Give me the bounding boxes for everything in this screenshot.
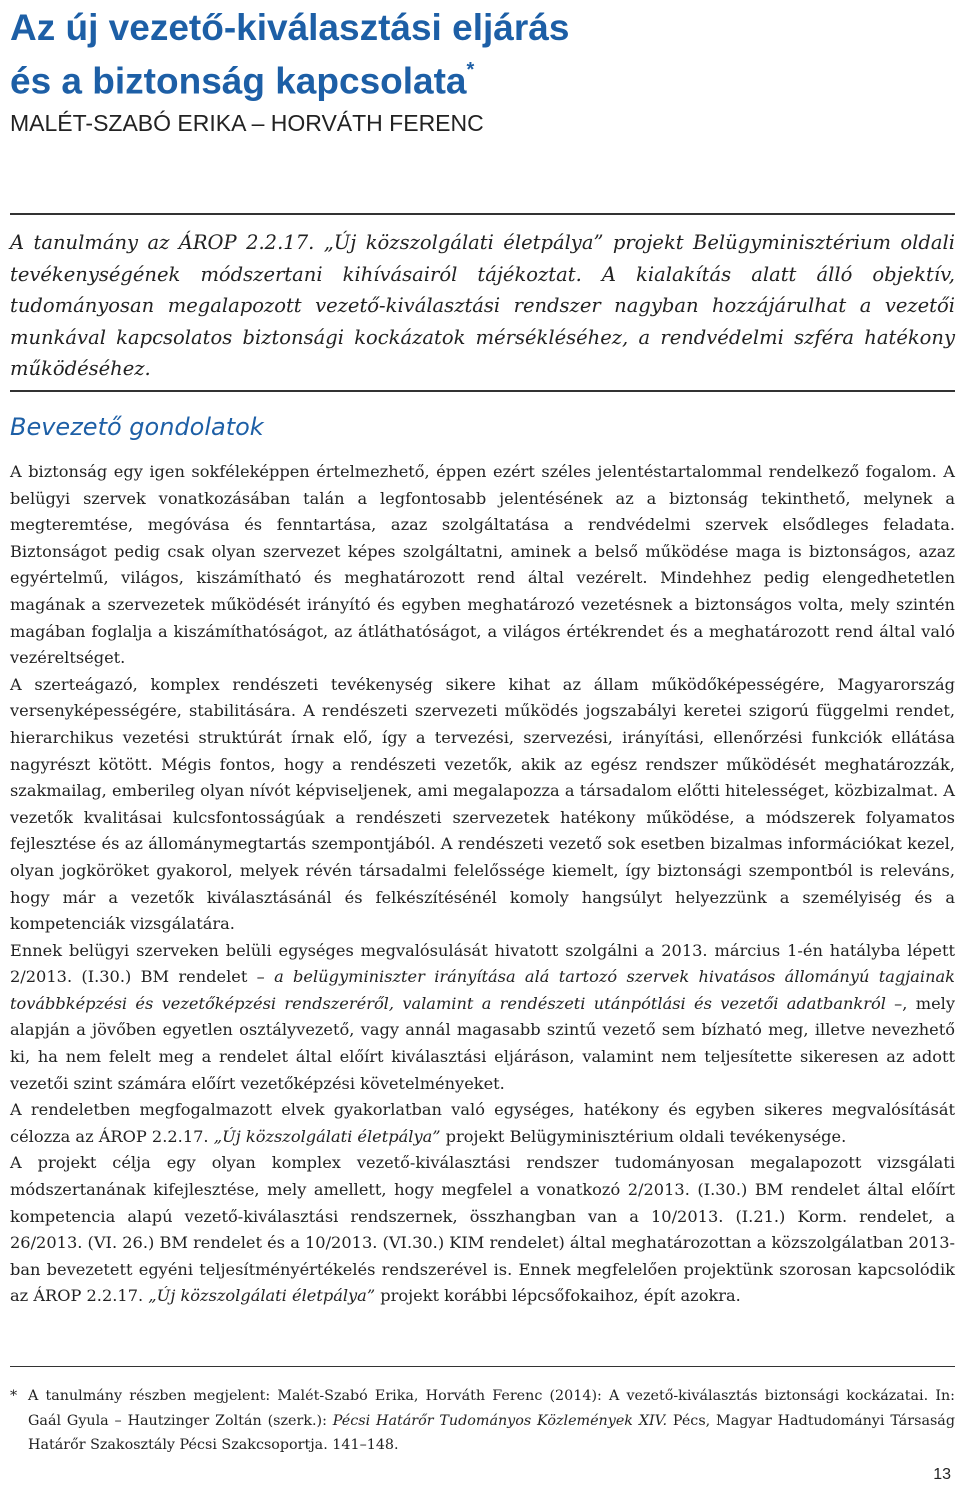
abstract: A tanulmány az ÁROP 2.2.17. „Új közszolgálati életpálya” projekt Belügyminisztérium oldali tevékenységének módszertani kihívásairól tájékoztat. A kialakítás alatt álló objektív, tudományosan megalapozott vezető-kiválasztási rendszer nagyban hozzájárulhat a vezetői munkával kapcsolatos biztonsági kockázatok mérsékléséhez, a rendvédelmi szféra hatékony működéséhez. <box>10 231 955 380</box>
article-title <box>10 4 950 104</box>
paragraph-1: A biztonság egy igen sokféleképpen értelmezhető, éppen ezért széles jelentéstartalommal rendelkező fogalom. A belügyi szervek vonatkozásában talán a legfontosabb jelentésének az a biztonság tekinthető, melynek a megteremtése, megóvása és fenntartása, azaz szolgáltatása a rendvédelmi szervek elsődleges feladata. Biztonságot pedig csak olyan szervezet képes szolgáltatni, aminek a belső működése maga is biztonságos, azaz egyértelmű, világos, kiszámítható és meghatározott rend által vezérelt. Mindehhez pedig elengedhetetlen magának a szervezetek működését irányító és egyben meghatározó vezetésnek a biztonságos volta, mely szintén magában foglalja a kiszámíthatóságot, az átláthatóságot, a világos értékrendet és a meghatározott rend által való vezéreltséget. <box>10 462 955 668</box>
page-number: 13 <box>933 1466 951 1483</box>
paragraph-5-c: projekt korábbi lépcsőfokaihoz, épít azokra. <box>375 1286 741 1306</box>
authors: MALÉT-SZABÓ ERIKA – HORVÁTH FERENC <box>10 110 484 136</box>
title-line-1: Az új vezető-kiválasztási eljárás <box>10 7 570 48</box>
paragraph-3-decree-title: a belügyminiszter irányítása alá tartozó szervek hivatásos állományú tagjainak továbbképzési és vezetőképzési rendszeréről, valamint a rendészeti utánpótlási és vezetői adatbankról <box>10 967 955 1013</box>
paragraph-3-a: Ennek belügyi szerveken belüli egységes megvalósulását hivatott szolgálni a 2013. március 1-én hatályba lépett 2/2013. (I.30.) BM rendelet – <box>10 940 955 987</box>
abstract-bottom-rule <box>10 390 955 392</box>
paragraph-5 <box>10 1150 955 1310</box>
paragraph-3-c: –, mely alapján a jövőben egyetlen osztályvezető, vagy annál magasabb szintű vezető sem bízható meg, illetve nevezhető ki, ha nem felelt meg a rendelet által előírt kiválasztási eljáráson, valamint nem teljesítette sikeresen az adott vezetői szint számára előírt vezetőképzési követelményeket. <box>10 993 955 1093</box>
paragraph-4-c: projekt Belügyminisztérium oldali tevékenysége. <box>440 1126 847 1146</box>
footnote-mark: * <box>10 1388 18 1404</box>
section-heading: Bevezető gondolatok <box>10 413 264 441</box>
footnote <box>10 1384 955 1458</box>
body-text <box>10 459 955 1310</box>
paragraph-4-project-name: „Új közszolgálati életpálya” <box>213 1126 441 1146</box>
title-line-2: és a biztonság kapcsolata <box>10 60 467 102</box>
footnote-text-a: A tanulmány részben megjelent: Malét-Szabó Erika, Horváth Ferenc (2014): A vezető-kiválasztás biztonsági kockázatai. In: Gaál Gyula – Hautzinger Zoltán (szerk.): <box>28 1388 955 1429</box>
title-footnote-mark: * <box>466 59 475 81</box>
paragraph-2: A szerteágazó, komplex rendészeti tevékenység sikere kihat az állam működőképességére, Magyarország versenyképességére, stabilitására. A rendészeti szervezeti működés jogszabályi keretei szigorú függelmi rendet, hierarchikus vezetési struktúrát írnak elő, így a tervezési, szervezési, irányítási, ellenőrzési funkciók ellátása nagyrészt kötött. Mégis fontos, hogy a rendészeti vezetők, akik az egész rendszer működését meghatározzák, szakmailag, emberileg olyan nívót képviseljenek, ami megalapozza a társadalom előtti hitelességet, közbizalmat. A vezetők kvalitásai kulcsfontosságúak a rendészeti szervezetek hatékony működése, a módszerek folyamatos fejlesztése és az állománymegtartás szempontjából. A rendészeti vezető sok esetben bizalmas információkat kezel, olyan jogköröket gyakorol, melyek révén társadalmi felelőssége kiemelt, így biztonsági szempontból is releváns, hogy már a vezetők kiválasztásánál és felkészítésénél komoly hangsúlyt helyezzünk a személyiség és a kompetenciák vizsgálatára. <box>10 674 955 934</box>
paragraph-3 <box>10 938 955 1098</box>
paragraph-5-project-name: „Új közszolgálati életpálya” <box>148 1286 376 1306</box>
footnote-journal: Pécsi Határőr Tudományos Közlemények XIV. <box>332 1412 668 1429</box>
abstract-top-rule <box>10 213 955 215</box>
paragraph-4-a: A rendeletben megfogalmazott elvek gyakorlatban való egységes, hatékony és egyben sikeres megvalósítását célozza az ÁROP 2.2.17. <box>10 1100 955 1146</box>
footnote-rule <box>10 1366 955 1367</box>
paragraph-5-a: A projekt célja egy olyan komplex vezető-kiválasztási rendszer tudományosan megalapozott vizsgálati módszertanának kifejlesztése, mely amellett, hogy megfelel a vonatkozó 2/2013. (I.30.) BM rendelet által előírt kompetencia alapú vezető-kiválasztási rendszernek, összhangban van a 10/2013. (I.21.) Korm. rendelet, a 26/2013. (VI. 26.) BM rendelet és a 10/2013. (VI.30.) KIM rendelet) által meghatározottan a közszolgálatban 2013-ban bevezetett egyéni teljesítményértékelés rendszerével is. Ennek megfelelően projektünk szorosan kapcsolódik az ÁROP 2.2.17. <box>10 1153 955 1306</box>
paragraph-4 <box>10 1097 955 1150</box>
footnote-text-c: Pécs, Magyar Hadtudományi Társaság Határőr Szakosztály Pécsi Szakcsoportja. 141–148. <box>28 1412 955 1454</box>
